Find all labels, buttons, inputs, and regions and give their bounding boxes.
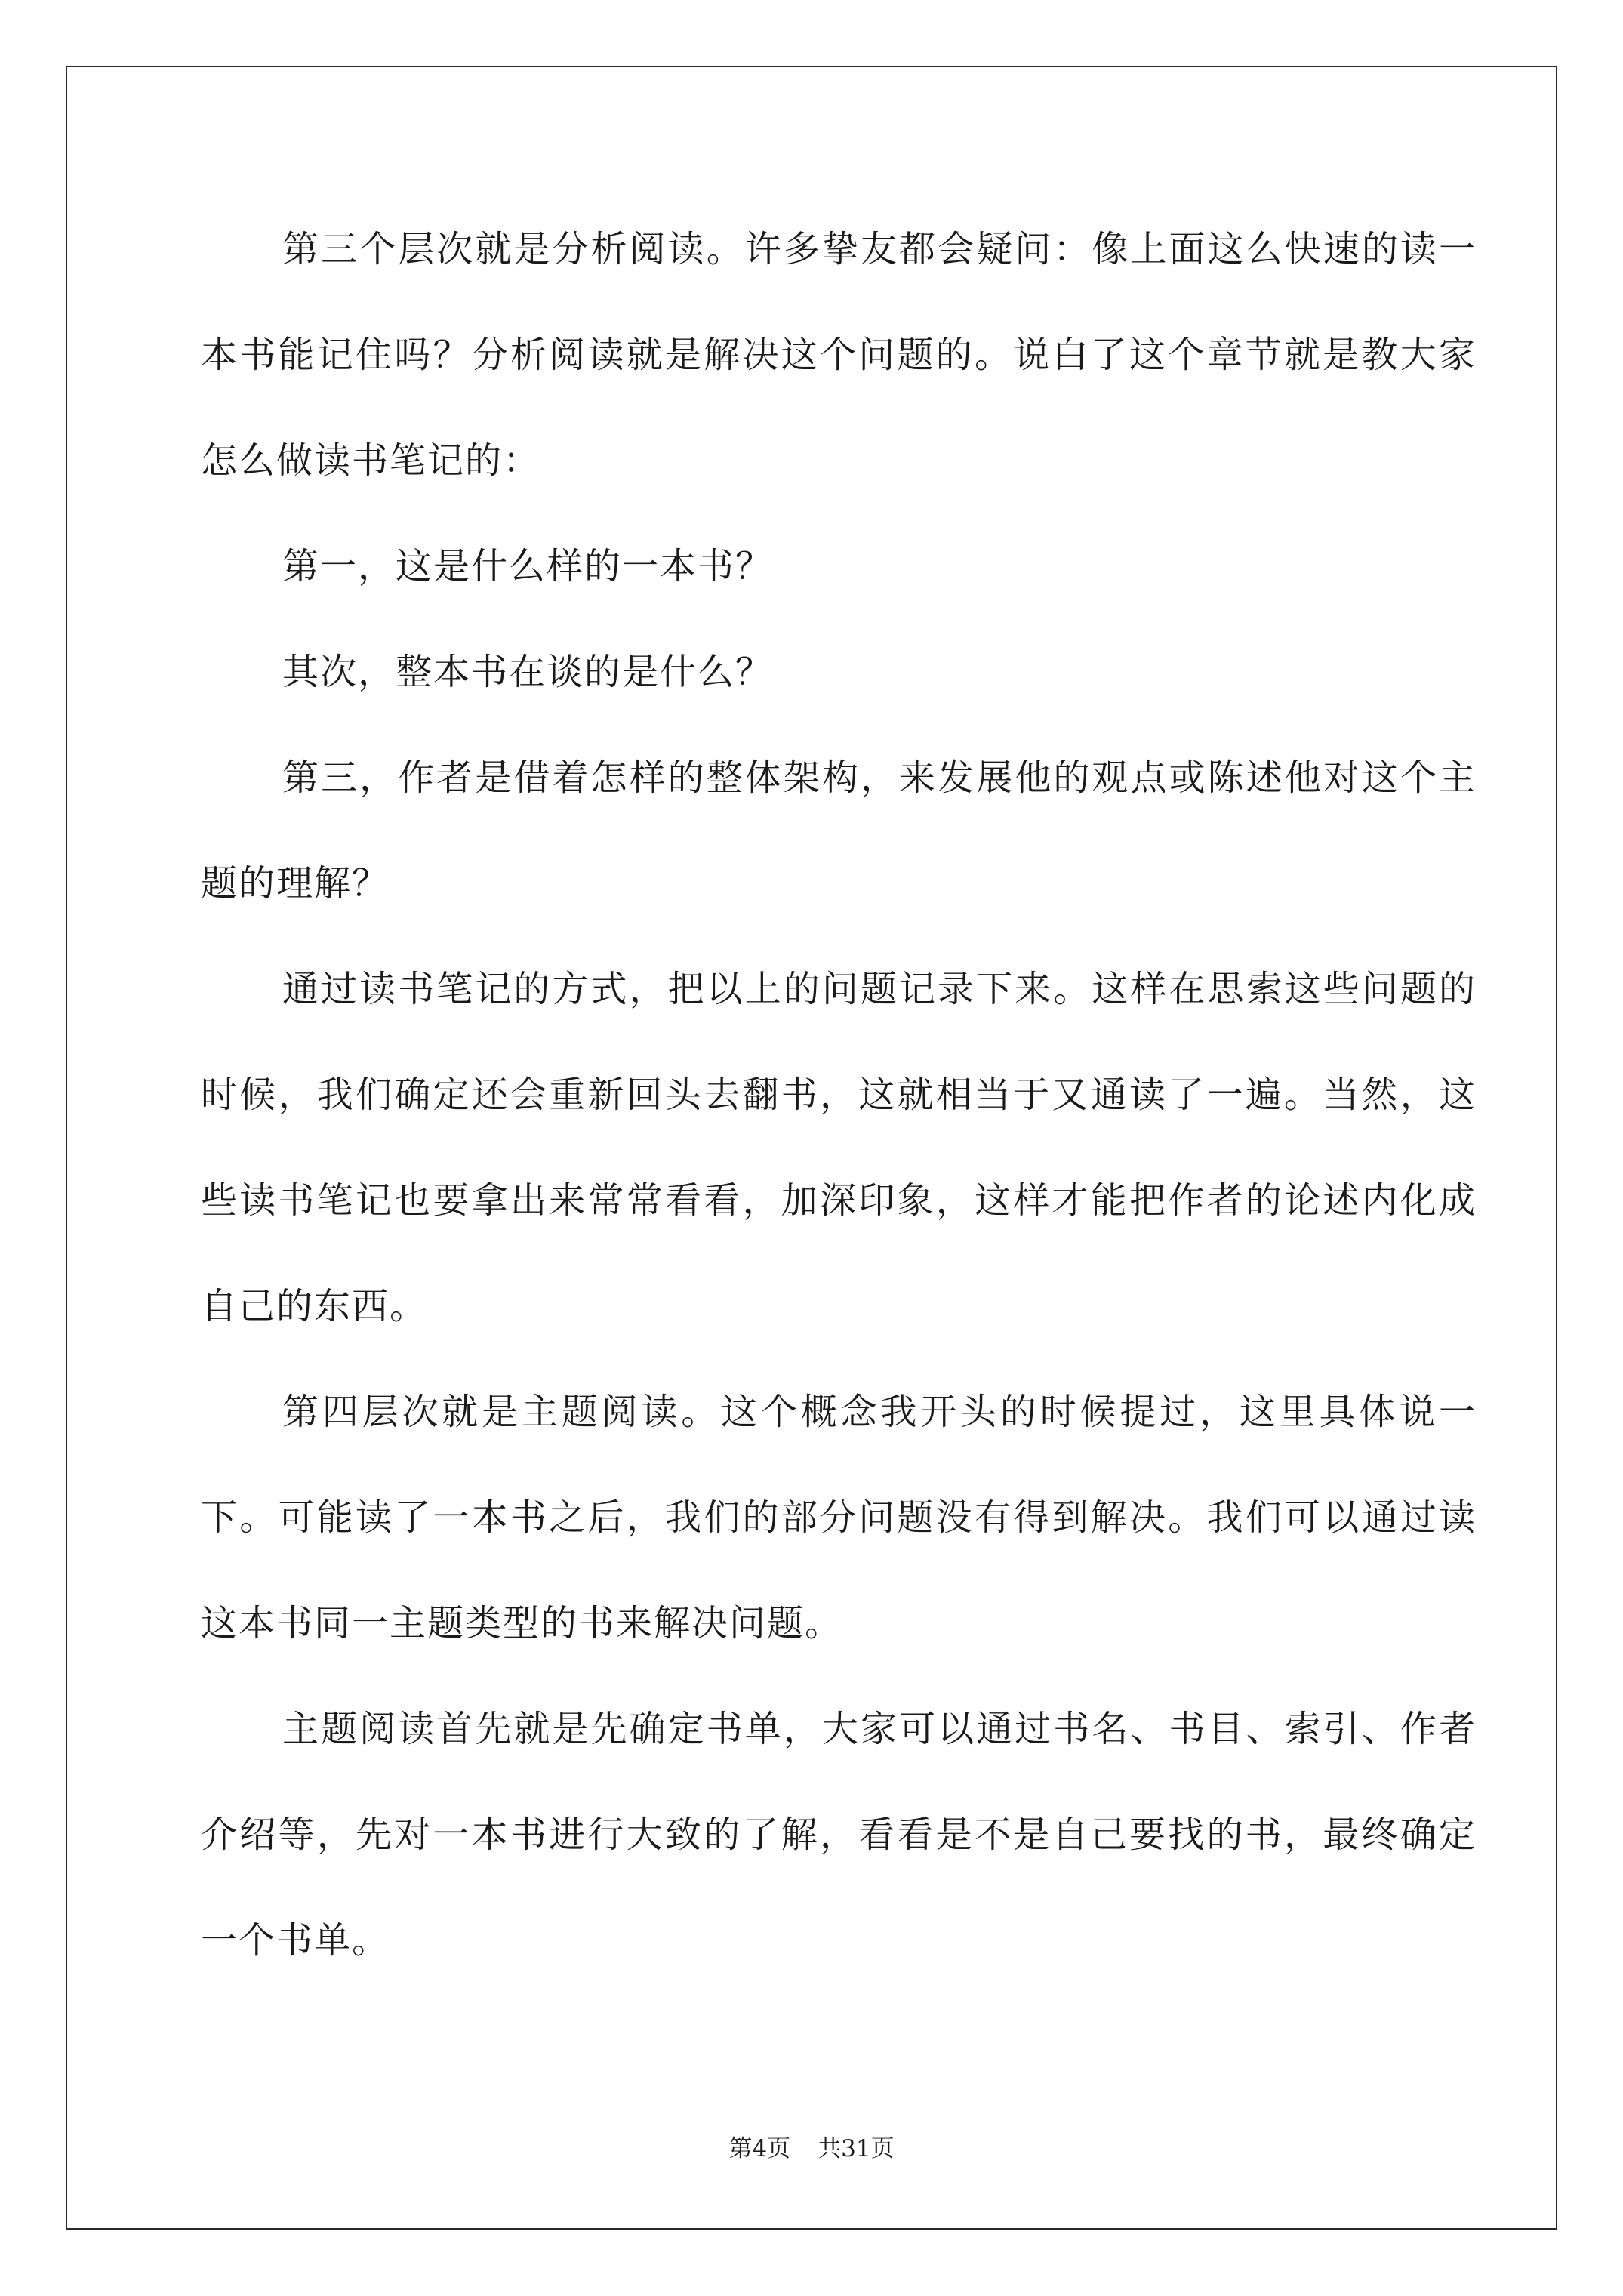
document-body [201, 196, 1477, 1993]
current-page-label: 第4页 [728, 2135, 791, 2162]
paragraph-7: 主题阅读首先就是先确定书单，大家可以通过书名、书目、索引、作者介绍等，先对一本书进行大致的了解，看看是不是自己要找的书，最终确定一个书单。 [201, 1708, 1477, 1962]
total-pages-label: 共31页 [818, 2135, 895, 2162]
paragraph-4: 第三，作者是借着怎样的整体架构，来发展他的观点或陈述他对这个主题的理解？ [201, 757, 1477, 905]
paragraph-5: 通过读书笔记的方式，把以上的问题记录下来。这样在思索这些问题的时候，我们确定还会重新回头去翻书，这就相当于又通读了一遍。当然，这些读书笔记也要拿出来常常看看，加深印象，这样才能把作者的论述内化成自己的东西。 [201, 968, 1477, 1327]
paragraph-1: 第三个层次就是分析阅读。许多挚友都会疑问：像上面这么快速的读一本书能记住吗？分析阅读就是解决这个问题的。说白了这个章节就是教大家怎么做读书笔记的： [201, 228, 1477, 482]
paragraph-3: 其次，整本书在谈的是什么？ [282, 651, 774, 693]
paragraph-6: 第四层次就是主题阅读。这个概念我开头的时候提过，这里具体说一下。可能读了一本书之后，我们的部分问题没有得到解决。我们可以通过读这本书同一主题类型的书来解决问题。 [201, 1391, 1477, 1644]
page-footer [0, 2129, 1623, 2163]
paragraph-2: 第一，这是什么样的一本书？ [282, 545, 774, 587]
